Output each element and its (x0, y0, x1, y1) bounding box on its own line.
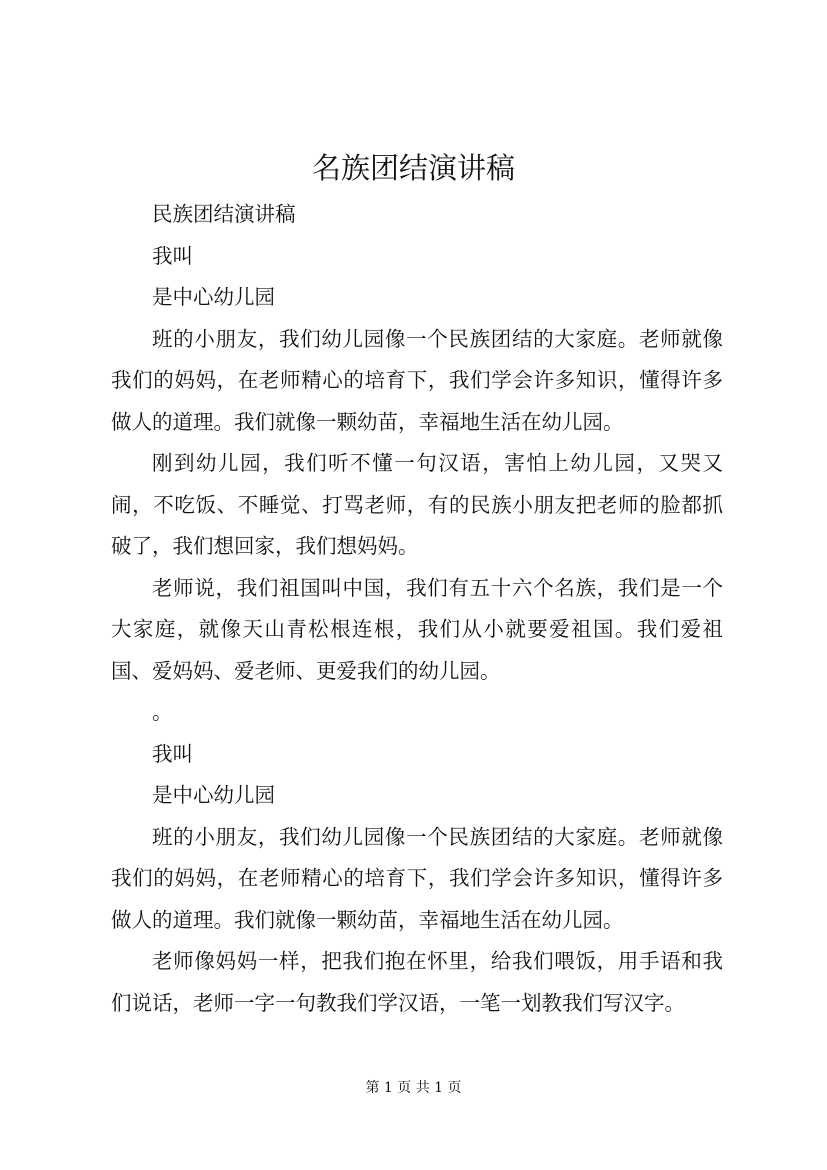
paragraph: 我叫 (152, 243, 193, 268)
paragraph: 我叫 (152, 741, 193, 766)
page-footer: 第 1 页 共 1 页 (365, 1080, 462, 1096)
document-body (111, 194, 723, 1024)
paragraph-subtitle: 民族团结演讲稿 (152, 202, 296, 226)
paragraph: 老师说，我们祖国叫中国，我们有五十六个名族，我们是一个大家庭，就像天山青松根连根，我们从小就要爱祖国。我们爱祖国、爱妈妈、爱老师、更爱我们的幼儿园。 (111, 575, 723, 683)
paragraph: 老师像妈妈一样，把我们抱在怀里，给我们喂饭，用手语和我们说话，老师一字一句教我们学汉语，一笔一划教我们写汉字。 (111, 949, 723, 1015)
paragraph: 刚到幼儿园，我们听不懂一句汉语，害怕上幼儿园，又哭又闹，不吃饭、不睡觉、打骂老师，有的民族小朋友把老师的脸都抓破了，我们想回家，我们想妈妈。 (111, 451, 723, 558)
paragraph: 班的小朋友，我们幼儿园像一个民族团结的大家庭。老师就像我们的妈妈，在老师精心的培育下，我们学会许多知识，懂得许多做人的道理。我们就像一颗幼苗，幸福地生活在幼儿园。 (111, 326, 723, 434)
paragraph: 是中心幼儿园 (152, 783, 275, 807)
document-title: 名族团结演讲稿 (311, 151, 515, 185)
paragraph: 。 (152, 700, 173, 724)
paragraph: 班的小朋友，我们幼儿园像一个民族团结的大家庭。老师就像我们的妈妈，在老师精心的培育下，我们学会许多知识，懂得许多做人的道理。我们就像一颗幼苗，幸福地生活在幼儿园。 (111, 824, 723, 932)
paragraph: 是中心幼儿园 (152, 285, 275, 309)
